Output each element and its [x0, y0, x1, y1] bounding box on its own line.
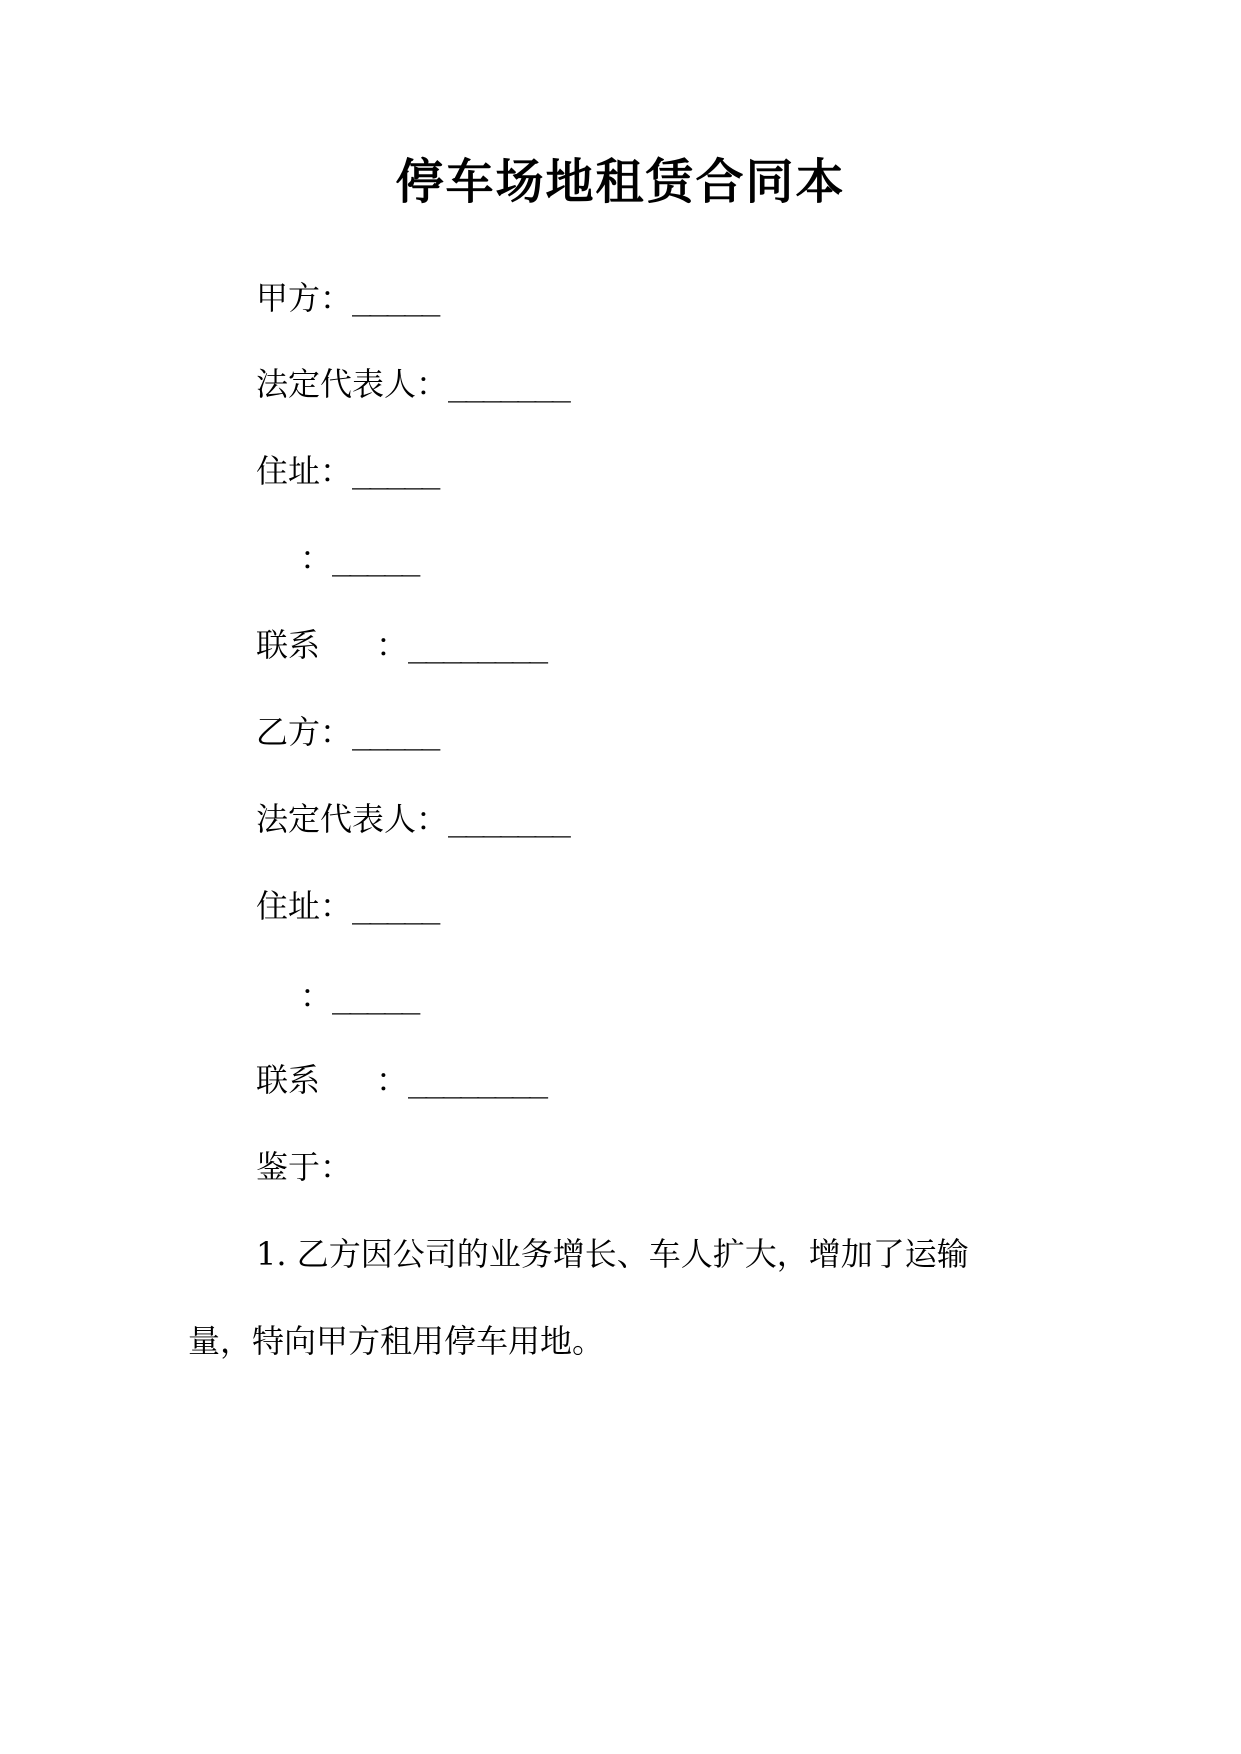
party-b-name-label: 乙方：: [256, 713, 353, 751]
clause-1-line-2: 量，特向甲方租用停车用地。: [188, 1322, 605, 1360]
party-b-contact-colon: ：: [376, 1061, 409, 1099]
party-a-name-blank: _____: [352, 279, 439, 317]
party-a-contact-label: 联系: [256, 626, 321, 664]
party-a-extra-blank: _____: [332, 539, 419, 577]
whereas-label: 鉴于：: [256, 1148, 353, 1186]
party-b-contact-label: 联系: [256, 1061, 321, 1099]
party-a-address-label: 住址：: [256, 452, 353, 490]
party-b-rep-line: [256, 797, 569, 841]
party-b-contact-blank: ________: [408, 1061, 547, 1099]
party-a-rep-blank: _______: [448, 365, 569, 403]
party-a-contact-colon: ：: [376, 626, 409, 664]
party-a-contact-line: [256, 623, 546, 667]
party-a-extra-line: [300, 536, 418, 580]
party-b-extra-label: ：: [300, 977, 333, 1015]
party-b-rep-label: 法定代表人：: [256, 800, 449, 838]
party-a-address-blank: _____: [352, 452, 439, 490]
party-b-address-blank: _____: [352, 887, 439, 925]
party-a-extra-label: ：: [300, 539, 333, 577]
party-b-name-line: [256, 710, 438, 754]
party-b-extra-blank: _____: [332, 977, 419, 1015]
party-b-contact-line: [256, 1058, 546, 1102]
party-b-address-line: [256, 884, 438, 928]
party-a-contact-blank: ________: [408, 626, 547, 664]
party-a-address-line: [256, 449, 438, 493]
party-a-rep-line: [256, 362, 569, 406]
document-title: 停车场地租赁合同本: [395, 154, 846, 210]
party-b-rep-blank: _______: [448, 800, 569, 838]
party-a-rep-label: 法定代表人：: [256, 365, 449, 403]
party-b-extra-line: [300, 974, 418, 1018]
clause-1-line-1: 1. 乙方因公司的业务增长、车人扩大，增加了运输: [256, 1235, 969, 1273]
party-a-name-label: 甲方：: [256, 279, 353, 317]
whereas-line: [256, 1145, 352, 1189]
party-a-name-line: [256, 276, 438, 320]
party-b-address-label: 住址：: [256, 887, 353, 925]
party-b-name-blank: _____: [352, 713, 439, 751]
